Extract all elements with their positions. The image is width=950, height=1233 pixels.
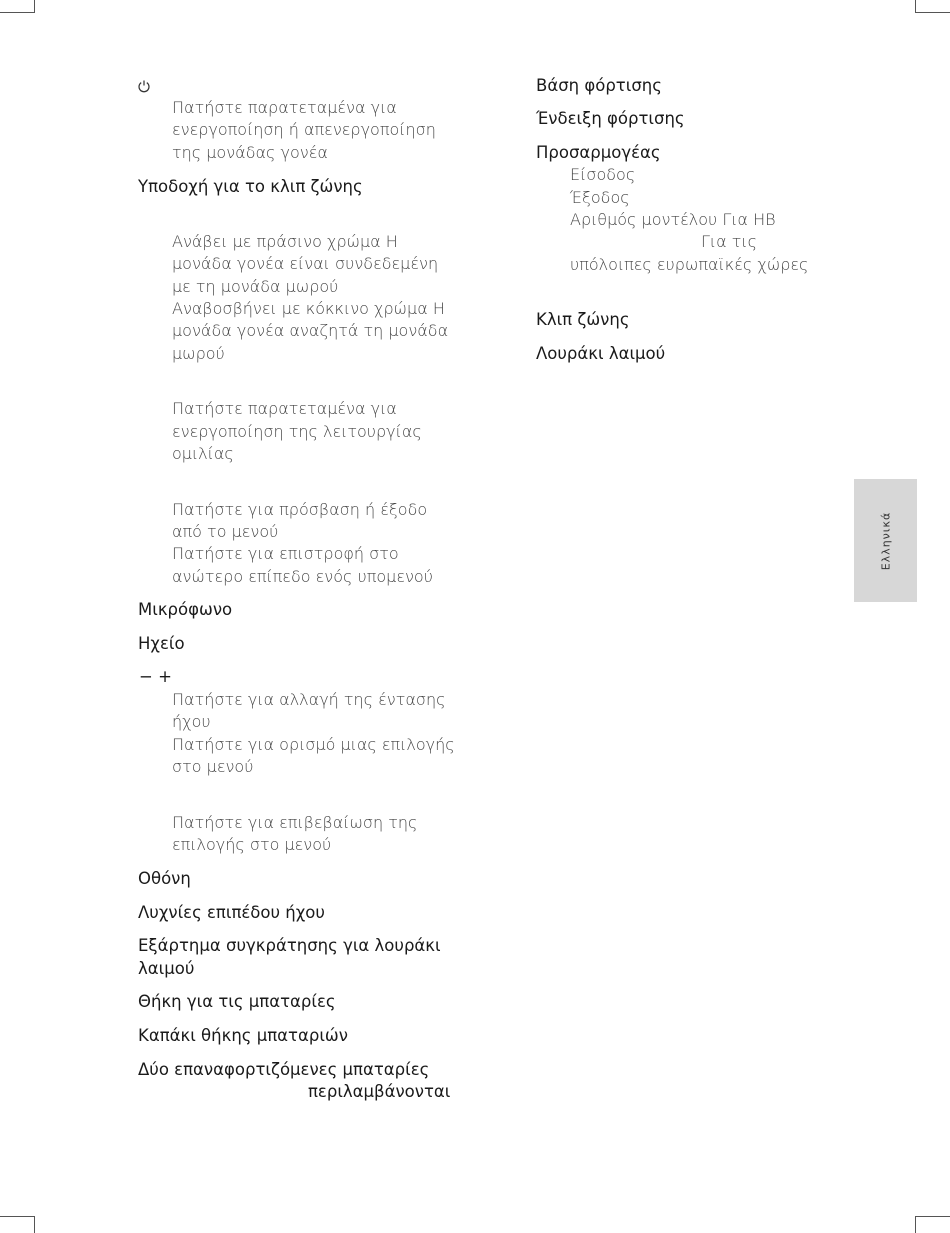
neck-strap-holder-line-1: Εξάρτημα συγκράτησης για λουράκι bbox=[138, 936, 441, 955]
battery-cover-heading: Καπάκι θήκης μπαταριών bbox=[138, 1026, 348, 1045]
neck-strap-heading: Λουράκι λαιμού bbox=[536, 344, 666, 363]
crop-mark-top-right bbox=[915, 0, 950, 13]
volume-desc-line-2: ήχου bbox=[172, 712, 211, 731]
volume-symbols: − + bbox=[139, 667, 172, 686]
menu-desc-line-2: από το μενού bbox=[172, 522, 279, 541]
charging-base-heading: Βάση φόρτισης bbox=[536, 76, 662, 95]
talk-desc-line-3: ομιλίας bbox=[172, 444, 234, 463]
rechargeable-batteries-line-1: Δύο επαναφορτιζόμενες μπαταρίες bbox=[138, 1060, 430, 1079]
charging-indicator-heading: Ένδειξη φόρτισης bbox=[536, 109, 685, 128]
display-heading: Οθόνη bbox=[138, 869, 191, 888]
microphone-heading: Μικρόφωνο bbox=[138, 600, 233, 619]
speaker-heading: Ηχείο bbox=[138, 634, 185, 653]
adapter-other-countries: Για τις bbox=[701, 232, 757, 251]
adapter-model-number: Αριθμός μοντέλου Για HB bbox=[570, 210, 776, 229]
adapter-output: Έξοδος bbox=[570, 188, 630, 207]
adapter-heading: Προσαρμογέας bbox=[536, 143, 661, 162]
sound-level-lights-heading: Λυχνίες επιπέδου ήχου bbox=[138, 903, 325, 922]
link-light-desc-line-5: μονάδα γονέα αναζητά τη μονάδα bbox=[172, 321, 449, 340]
power-desc-line-1: Πατήστε παρατεταμένα για bbox=[172, 98, 397, 117]
crop-mark-top-left bbox=[0, 0, 35, 13]
ok-desc-line-2: επιλογής στο μενού bbox=[172, 835, 332, 854]
menu-desc-line-1: Πατήστε για πρόσβαση ή έξοδο bbox=[172, 500, 428, 519]
adapter-input: Είσοδος bbox=[570, 165, 636, 184]
crop-mark-bottom-left bbox=[0, 1216, 35, 1233]
neck-strap-holder-line-2: λαιμού bbox=[138, 959, 195, 978]
link-light-desc-line-6: μωρού bbox=[172, 344, 225, 363]
language-tab-label: Ελληνικά bbox=[879, 511, 892, 570]
power-icon bbox=[137, 79, 151, 93]
link-light-desc-line-1: Ανάβει με πράσινο χρώμα Η bbox=[172, 232, 398, 251]
talk-desc-line-1: Πατήστε παρατεταμένα για bbox=[172, 399, 397, 418]
power-desc-line-3: της μονάδας γονέα bbox=[172, 143, 328, 162]
volume-desc-line-1: Πατήστε για αλλαγή της έντασης bbox=[172, 690, 446, 709]
volume-desc-line-3: Πατήστε για ορισμό μιας επιλογής bbox=[172, 735, 455, 754]
link-light-desc-line-3: με τη μονάδα μωρού bbox=[172, 277, 339, 296]
menu-desc-line-4: ανώτερο επίπεδο ενός υπομενού bbox=[172, 567, 433, 586]
volume-desc-line-4: στο μενού bbox=[172, 757, 254, 776]
adapter-european-countries: υπόλοιπες ευρωπαϊκές χώρες bbox=[570, 255, 809, 274]
crop-mark-bottom-right bbox=[915, 1216, 950, 1233]
language-tab bbox=[854, 479, 917, 602]
menu-desc-line-3: Πατήστε για επιστροφή στο bbox=[172, 544, 399, 563]
belt-clip-slot-heading: Υποδοχή για το κλιπ ζώνης bbox=[138, 177, 363, 196]
power-desc-line-2: ενεργοποίηση ή απενεργοποίηση bbox=[172, 120, 436, 139]
talk-desc-line-2: ενεργοποίηση της λειτουργίας bbox=[172, 422, 422, 441]
link-light-desc-line-4: Αναβοσβήνει με κόκκινο χρώμα Η bbox=[172, 299, 445, 318]
rechargeable-batteries-line-2: περιλαμβάνονται bbox=[308, 1082, 451, 1101]
link-light-desc-line-2: μονάδα γονέα είναι συνδεδεμένη bbox=[172, 254, 439, 273]
ok-desc-line-1: Πατήστε για επιβεβαίωση της bbox=[172, 813, 418, 832]
belt-clip-heading: Κλιπ ζώνης bbox=[536, 310, 630, 329]
battery-compartment-heading: Θήκη για τις μπαταρίες bbox=[138, 992, 336, 1011]
